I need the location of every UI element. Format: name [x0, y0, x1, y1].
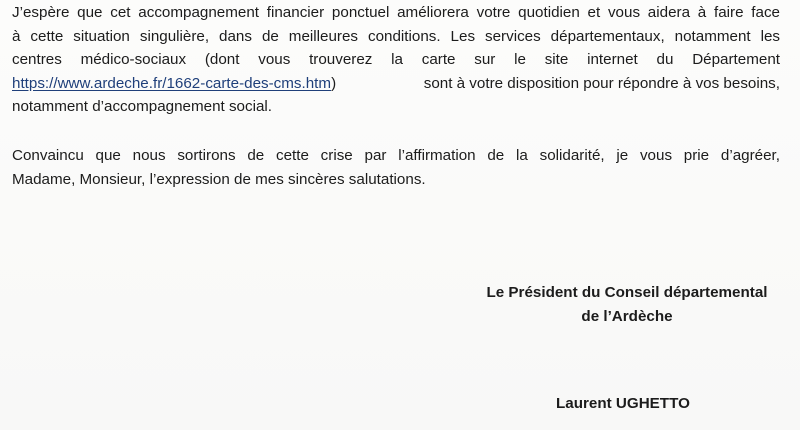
paragraph-1-line-4	[12, 72, 780, 96]
paragraph-1-line-1: J’espère que cet accompagnement financier ponctuel améliorera votre quotidien et vous aidera à faire face	[12, 4, 780, 21]
paragraph-1-line-4-tail: sont à votre disposition pour répondre à vos besoins,	[423, 74, 780, 92]
paragraph-1-line-4-tail-a: )	[331, 74, 337, 92]
paragraph-1-line-4-head	[12, 72, 336, 96]
signature-title-line-2: de l’Ardèche	[581, 307, 673, 325]
signatory-name: Laurent UGHETTO	[556, 395, 690, 412]
signature-title	[470, 281, 784, 328]
body-paragraph-2	[12, 144, 780, 191]
body-paragraph-1	[12, 1, 780, 119]
paragraph-2-line-2: Madame, Monsieur, l’expression de mes sincères salutations.	[12, 170, 426, 188]
paragraph-1-line-5: notamment d’accompagnement social.	[12, 98, 273, 115]
paragraph-1-line-2: à cette situation singulière, dans de meilleures conditions. Les services départementaux, notamment les	[12, 27, 780, 45]
cms-map-link[interactable]: https://www.ardeche.fr/1662-carte-des-cms.htm	[12, 74, 332, 92]
signature-title-line-1: Le Président du Conseil départemental	[486, 284, 768, 301]
paragraph-1-line-3: centres médico-sociaux (dont vous trouverez la carte sur le site internet du Département	[12, 51, 780, 68]
paragraph-2-line-1: Convaincu que nous sortirons de cette crise par l’affirmation de la solidarité, je vous prie d’agréer,	[12, 147, 780, 164]
